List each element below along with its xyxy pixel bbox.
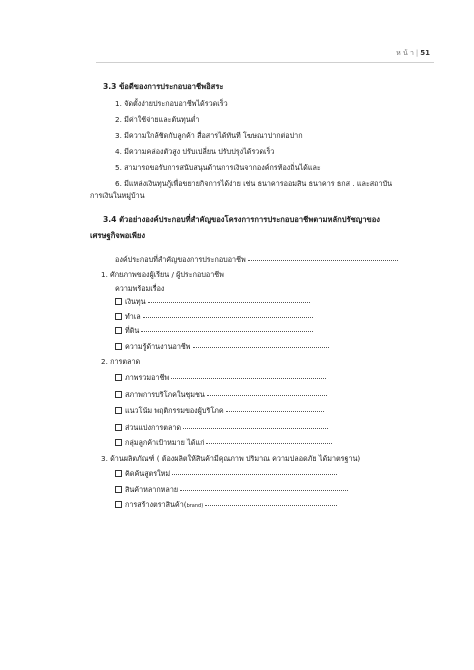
- fill-line: [143, 316, 313, 318]
- checkbox-label: เงินทุน: [125, 297, 146, 306]
- checkbox-item[interactable]: [115, 469, 337, 478]
- checkbox-item[interactable]: [115, 373, 326, 382]
- fill-line: [226, 410, 324, 412]
- list-item: 6. มีแหล่งเงินทุนกู้เพื่อขยายกิจการได้ง่าย เช่น ธนาคารออมสิน ธนาคาร ธกส . และสถาบัน: [115, 179, 393, 188]
- checkbox-label: แนวโน้ม พฤติกรรมของผู้บริโภค: [125, 406, 224, 415]
- fill-line: [148, 301, 310, 303]
- checkbox-label: สินค้าหลากหลาย: [125, 485, 179, 494]
- checkbox-icon[interactable]: [115, 424, 122, 431]
- group-2-title: 2. การตลาด: [101, 357, 141, 366]
- fill-line: [205, 504, 337, 506]
- list-item: 3. มีความใกล้ชิดกับลูกค้า สื่อสารได้ทันที โฆษณาปากต่อปาก: [115, 131, 303, 140]
- checkbox-label: ที่ดิน: [125, 326, 140, 335]
- checkbox-item[interactable]: [115, 438, 332, 447]
- fill-line: [193, 346, 329, 348]
- page-number-value: 51: [420, 49, 430, 57]
- fill-line: [171, 377, 326, 379]
- list-item: 4. มีความคล่องตัวสูง ปรับเปลี่ยน ปรับปรุงได้รวดเร็ว: [115, 147, 275, 156]
- checkbox-label: ความรู้ด้านงานอาชีพ: [125, 342, 191, 351]
- checkbox-label: ภาพรวมอาชีพ: [125, 373, 170, 382]
- fill-line: [206, 442, 332, 444]
- list-item: 5. สามารถขอรับการสนับสนุนด้านการเงินจากองค์กรท้องถิ่นได้และ: [115, 163, 321, 172]
- list-item-continuation: การเงินในหมู่บ้าน: [90, 191, 145, 200]
- fill-line: [172, 473, 337, 475]
- checkbox-item[interactable]: [115, 297, 310, 306]
- list-item: 2. มีค่าใช้จ่ายและต้นทุนต่ำ: [115, 115, 200, 124]
- page-number: [396, 48, 430, 59]
- checkbox-icon[interactable]: [115, 439, 122, 446]
- checkbox-icon[interactable]: [115, 374, 122, 381]
- checkbox-icon[interactable]: [115, 313, 122, 320]
- checkbox-item[interactable]: [115, 500, 337, 511]
- checkbox-icon[interactable]: [115, 486, 122, 493]
- fill-line: [141, 330, 313, 332]
- section-3-3-title: 3.3 ข้อดีของการประกอบอาชีพอิสระ: [103, 82, 224, 91]
- list-item: 1. จัดตั้งง่ายประกอบอาชีพได้รวดเร็ว: [115, 99, 228, 108]
- checkbox-icon[interactable]: [115, 501, 122, 508]
- checkbox-icon[interactable]: [115, 391, 122, 398]
- group-1-title: 1. ศักยภาพของผู้เรียน / ผู้ประกอบอาชีพ: [101, 270, 224, 279]
- fill-line: [207, 394, 327, 396]
- group-1-subtitle: ความพร้อมเรื่อง: [115, 284, 165, 293]
- checkbox-label: ทำเล: [125, 312, 141, 321]
- checkbox-item[interactable]: [115, 423, 328, 432]
- checkbox-label: คิดค้นสูตรใหม่: [125, 469, 171, 478]
- components-intro: [115, 255, 398, 264]
- checkbox-label: กลุ่มลูกค้าเป้าหมาย ได้แก่: [125, 438, 205, 447]
- components-intro-text: องค์ประกอบที่สำคัญของการประกอบอาชีพ: [115, 255, 246, 264]
- checkbox-item[interactable]: [115, 312, 313, 321]
- page-label: ห น้ า: [396, 49, 414, 57]
- checkbox-item[interactable]: [115, 485, 348, 494]
- checkbox-label: ส่วนแบ่งการตลาด: [125, 423, 182, 432]
- section-3-4-title: 3.4 ตัวอย่างองค์ประกอบที่สำคัญของโครงการการประกอบอาชีพตามหลักปรัชญาของ: [103, 215, 380, 224]
- checkbox-icon[interactable]: [115, 407, 122, 414]
- checkbox-item[interactable]: [115, 326, 313, 335]
- checkbox-icon[interactable]: [115, 298, 122, 305]
- checkbox-icon[interactable]: [115, 470, 122, 477]
- group-3-title: 3. ด้านผลิตภัณฑ์ ( ต้องผลิตให้สินค้ามีคุณภาพ ปริมาณ ความปลอดภัย ได้มาตรฐาน): [101, 454, 361, 463]
- page-separator: |: [415, 49, 419, 57]
- checkbox-item[interactable]: [115, 406, 324, 415]
- checkbox-label-note: brand): [186, 503, 204, 509]
- header-rule: [96, 62, 434, 63]
- checkbox-item[interactable]: [115, 390, 327, 399]
- checkbox-label: การสร้างตราสินค้า(: [125, 500, 187, 509]
- fill-line: [180, 489, 348, 491]
- fill-line: [248, 259, 398, 261]
- checkbox-icon[interactable]: [115, 343, 122, 350]
- checkbox-label: สภาพการบริโภคในชุมชน: [125, 390, 205, 399]
- checkbox-item[interactable]: [115, 342, 329, 351]
- section-3-4-title-cont: เศรษฐกิจพอเพียง: [90, 231, 146, 240]
- fill-line: [183, 427, 328, 429]
- checkbox-icon[interactable]: [115, 327, 122, 334]
